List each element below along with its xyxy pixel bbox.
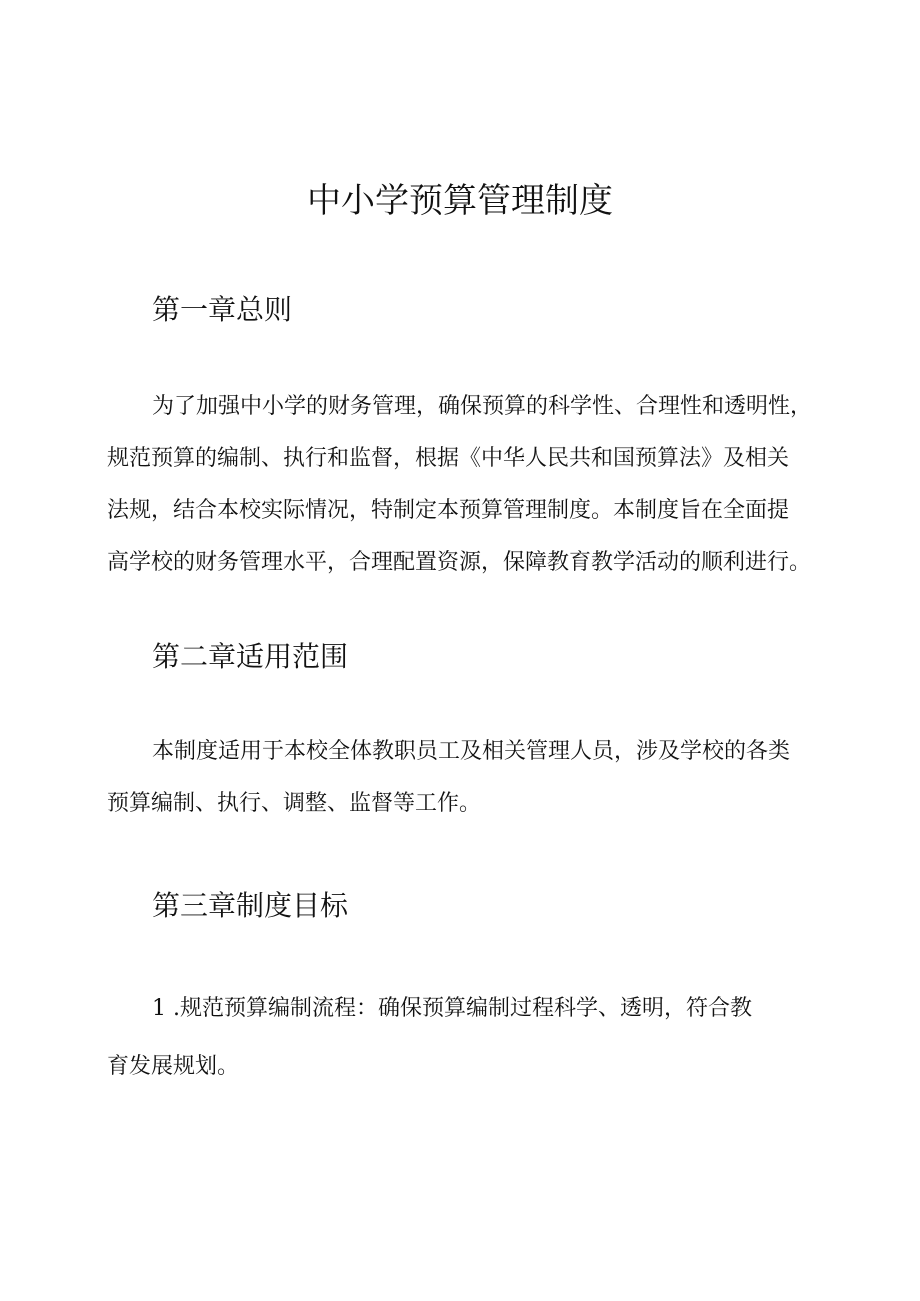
paragraph-line: 为了加强中小学的财务管理，确保预算的科学性、合理性和透明性， [152, 394, 813, 419]
section-heading-general: 第一章总则 [152, 293, 293, 326]
document-title: 中小学预算管理制度 [307, 181, 613, 221]
paragraph-line: 本制度适用于本校全体教职员工及相关管理人员，涉及学校的各类 [152, 739, 791, 764]
section-heading-objectives: 第三章制度目标 [152, 889, 349, 922]
paragraph-line: 高学校的财务管理水平，合理配置资源，保障教育教学活动的顺利进行。 [107, 550, 812, 575]
section-body-objectives [107, 983, 827, 1093]
section-body-general [107, 381, 827, 589]
list-item-line: 1 .规范预算编制流程：确保预算编制过程科学、透明，符合教 [152, 996, 752, 1021]
paragraph-line: 规范预算的编制、执行和监督，根据《中华人民共和国预算法》及相关 [107, 446, 790, 471]
section-heading-scope: 第二章适用范围 [152, 640, 349, 673]
paragraph-line: 预算编制、执行、调整、监督等工作。 [107, 791, 482, 816]
paragraph-line: 法规，结合本校实际情况，特制定本预算管理制度。本制度旨在全面提 [107, 498, 790, 523]
section-body-scope [107, 726, 827, 830]
list-item-line: 育发展规划。 [107, 1054, 240, 1079]
